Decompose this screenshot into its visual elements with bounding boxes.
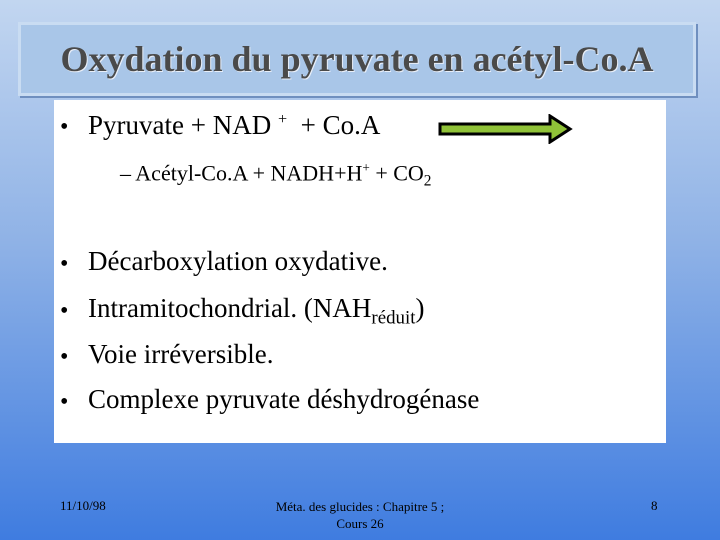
reaction-right-b: + CO bbox=[375, 160, 424, 186]
reaction-products bbox=[120, 160, 431, 191]
bullet-text bbox=[88, 293, 425, 329]
reaction-right-sub: 2 bbox=[423, 172, 432, 190]
sub-dash: – bbox=[120, 160, 131, 186]
slide-title: Oxydation du pyruvate en acétyl-Co.A bbox=[60, 39, 654, 79]
bullet-text-a: Intramitochondrial. (NAH bbox=[88, 293, 372, 323]
reaction-left-sup: + bbox=[277, 110, 288, 128]
reaction-right-sup: + bbox=[362, 160, 370, 175]
bullet-text-sub: réduit bbox=[371, 307, 416, 329]
reaction-left-a: Pyruvate + NAD bbox=[88, 110, 272, 140]
bullet-marker: • bbox=[60, 344, 69, 370]
footer-center-line2: Cours 26 bbox=[336, 516, 384, 531]
bullet-text: Voie irréversible. bbox=[88, 339, 274, 369]
reaction-equation bbox=[88, 110, 380, 141]
bullet-text: Décarboxylation oxydative. bbox=[88, 246, 388, 276]
reaction-arrow-icon bbox=[438, 114, 574, 144]
bullet-marker: • bbox=[60, 389, 69, 415]
bullet-text: Complexe pyruvate déshydrogénase bbox=[88, 384, 480, 414]
footer-center-line1: Méta. des glucides : Chapitre 5 ; bbox=[275, 499, 445, 514]
footer-date: 11/10/98 bbox=[60, 498, 106, 513]
reaction-right-a: Acétyl-Co.A + NADH+H bbox=[135, 160, 363, 186]
reaction-left-b: + Co.A bbox=[300, 110, 381, 140]
bullet-marker: • bbox=[60, 114, 69, 140]
bullet-marker: • bbox=[60, 298, 69, 324]
footer-page-number: 8 bbox=[651, 498, 658, 513]
bullet-text-b: ) bbox=[415, 293, 425, 323]
footer-center bbox=[250, 498, 470, 532]
bullet-marker: • bbox=[60, 251, 69, 277]
slide-title-box bbox=[18, 22, 696, 96]
